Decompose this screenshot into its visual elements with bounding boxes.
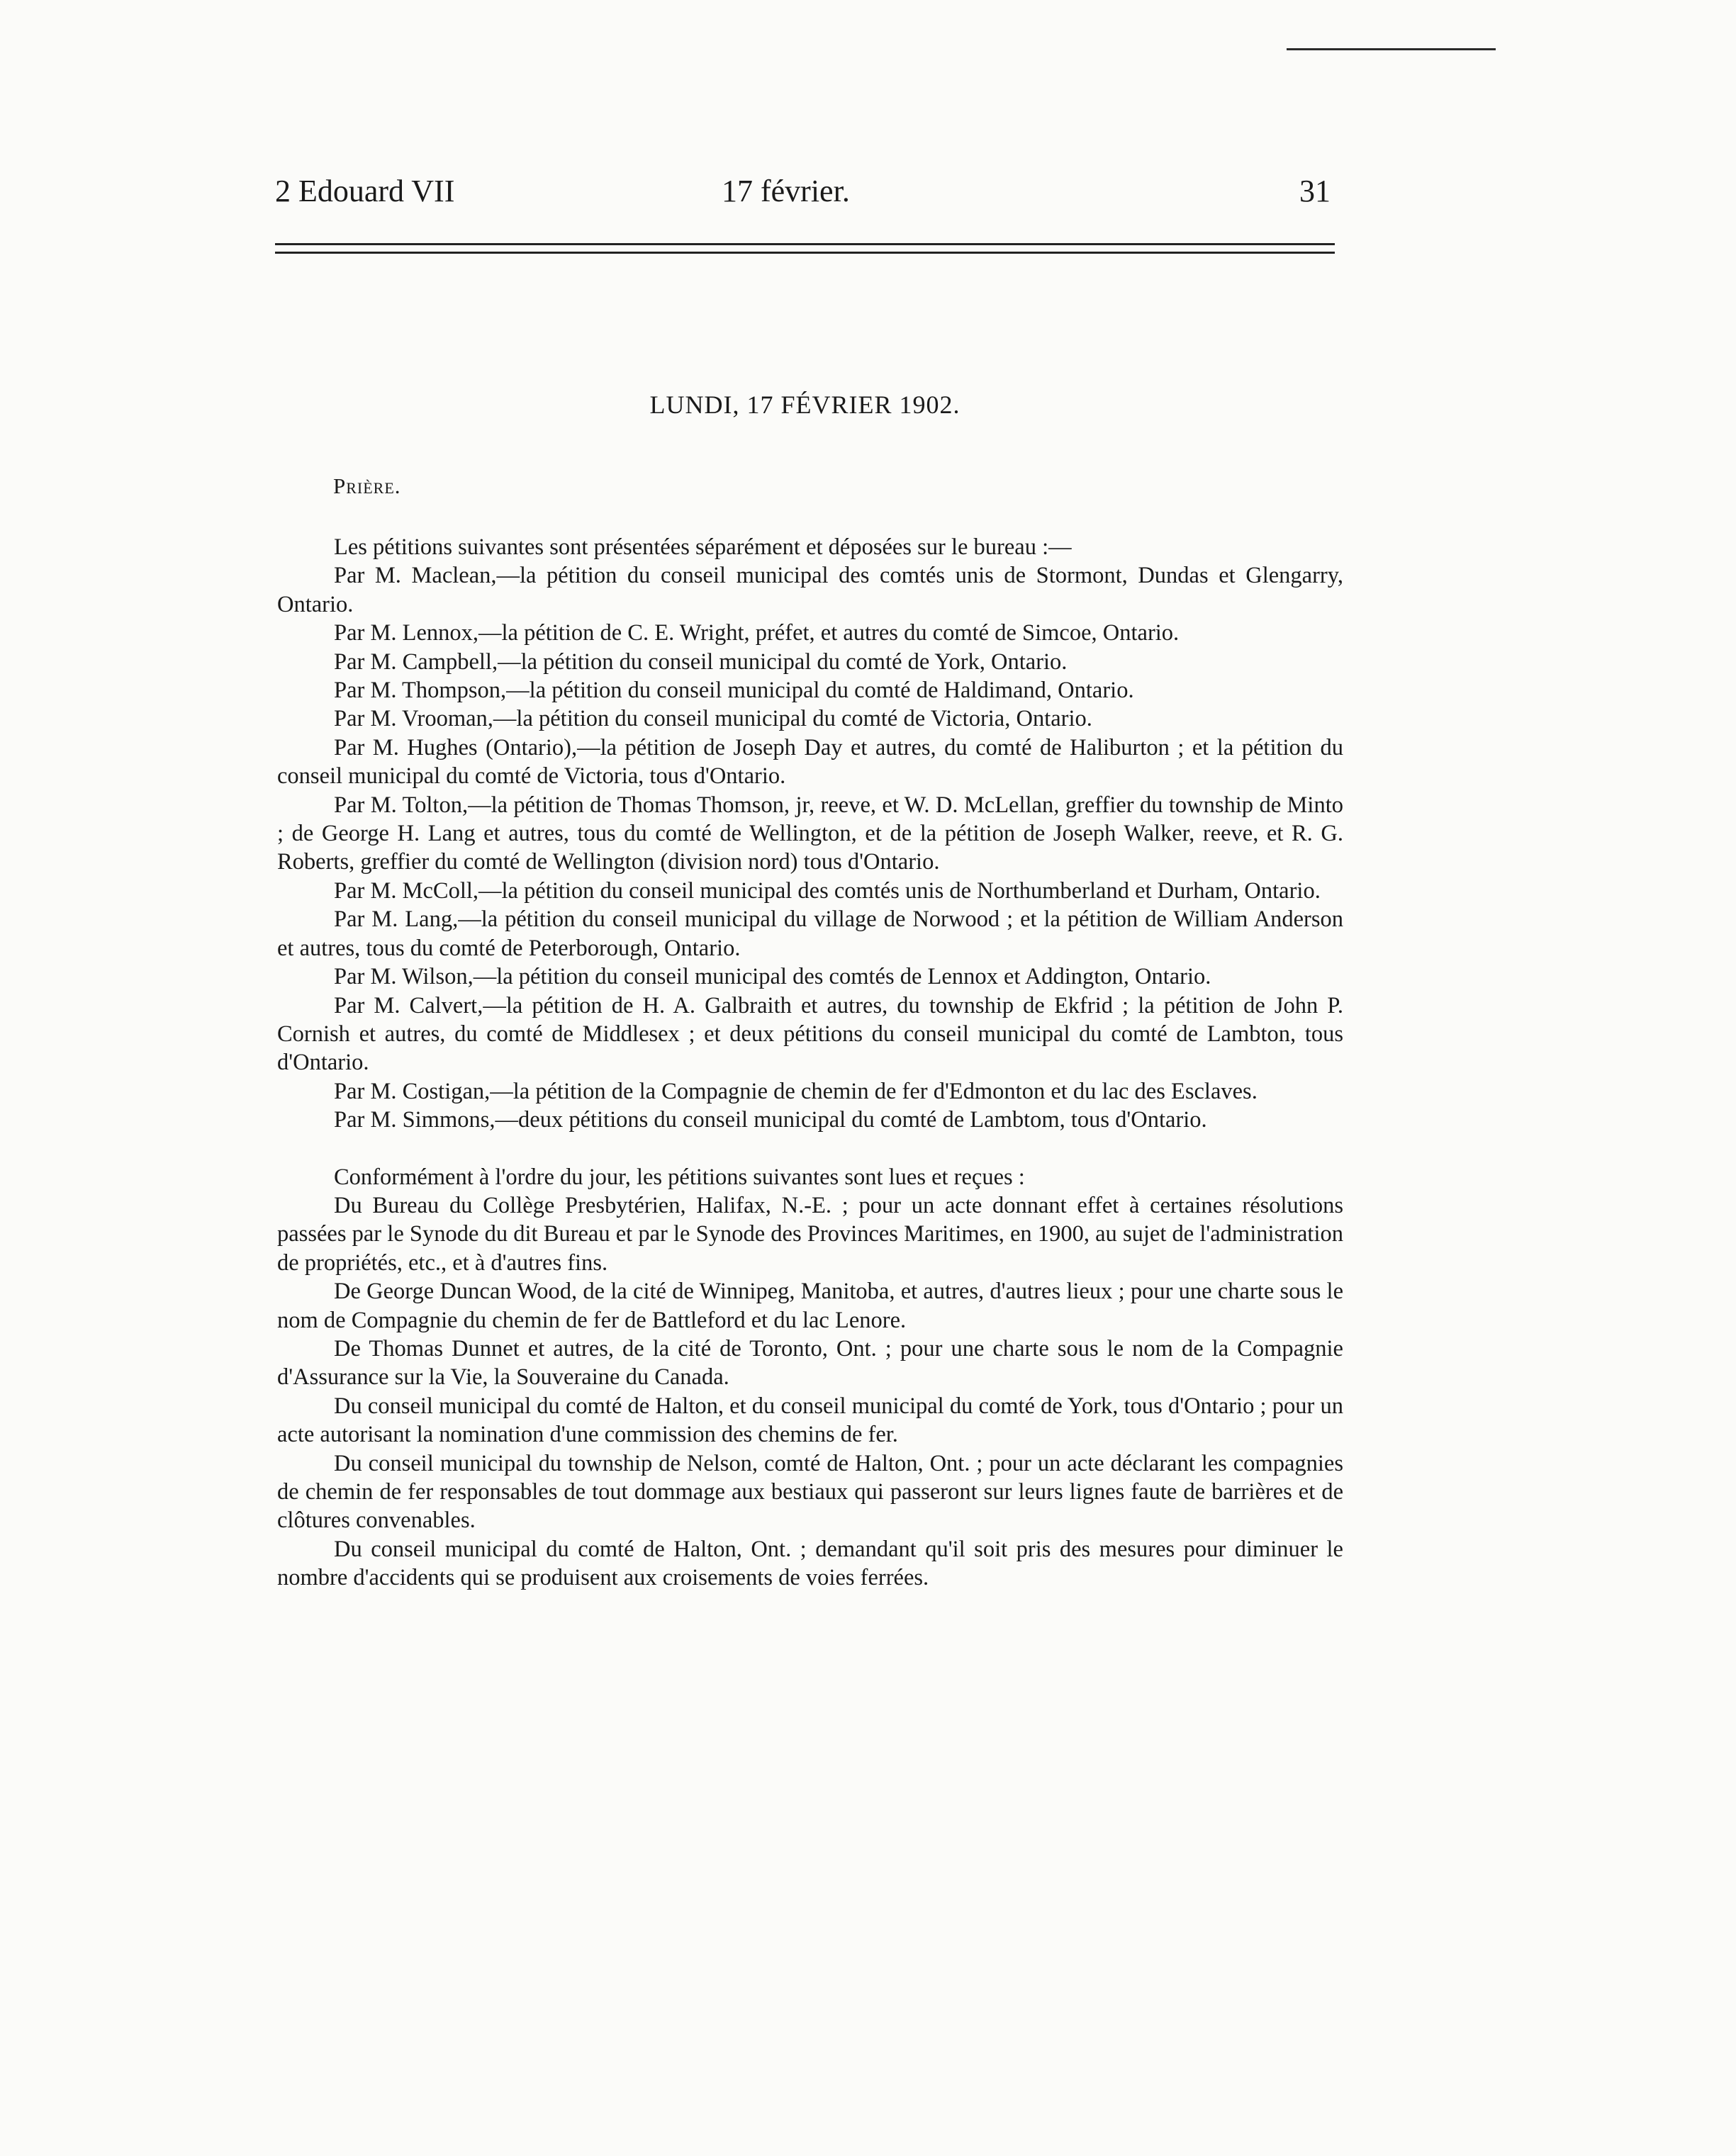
page-number: 31	[1299, 174, 1331, 208]
paragraph: De Thomas Dunnet et autres, de la cité de Toronto, Ont. ; pour une charte sous le nom de la Compagnie d'Assurance sur la Vie, la Souveraine du Canada.	[277, 1335, 1343, 1391]
paragraph: Par M. Calvert,—la pétition de H. A. Galbraith et autres, du township de Ekfrid ; la pétition de John P. Cornish et autres, du comté de Middlesex ; et deux pétitions du conseil municipal du comté de Lambton, tous d'Ontario.	[277, 992, 1343, 1076]
priere-heading: Prière.	[333, 473, 401, 498]
top-rule	[1287, 48, 1496, 50]
paragraph: Du conseil municipal du comté de Halton, et du conseil municipal du comté de York, tous d'Ontario ; pour un acte autorisant la nomination d'une commission des chemins de fer.	[277, 1393, 1343, 1448]
paragraph: Par M. Tolton,—la pétition de Thomas Thomson, jr, reeve, et W. D. McLellan, greffier du township de Minto ; de George H. Lang et autres, tous du comté de Wellington, et de la pétition de Joseph Walker, reeve, et R. G. Roberts, greffier du comté de Wellington (division nord) tous d'Ontario.	[277, 792, 1343, 875]
paragraph: Par M. Lang,—la pétition du conseil municipal du village de Norwood ; et la pétition de William Anderson et autres, tous du comté de Peterborough, Ontario.	[277, 906, 1343, 961]
paragraph: Du conseil municipal du township de Nelson, comté de Halton, Ont. ; pour un acte déclarant les compagnies de chemin de fer responsables de tout dommage aux bestiaux qui passeront sur leurs lignes faute de barrières et de clôtures convenables.	[277, 1450, 1343, 1534]
paragraph: Du Bureau du Collège Presbytérien, Halifax, N.-E. ; pour un acte donnant effet à certaines résolutions passées par le Synode du dit Bureau et par le Synode des Provinces Maritimes, en 1900, au sujet de l'administration de propriétés, etc., et à d'autres fins.	[277, 1192, 1343, 1276]
paragraph: De George Duncan Wood, de la cité de Winnipeg, Manitoba, et autres, d'autres lieux ; pour une charte sous le nom de Compagnie du chemin de fer de Battleford et du lac Lenore.	[277, 1279, 1343, 1333]
paragraph: Par M. Vrooman,—la pétition du conseil municipal du comté de Victoria, Ontario.	[334, 706, 1092, 732]
paragraph: Par M. Wilson,—la pétition du conseil municipal des comtés de Lennox et Addington, Ontario.	[334, 964, 1211, 990]
paragraph: Du conseil municipal du comté de Halton, Ont. ; demandant qu'il soit pris des mesures pour diminuer le nombre d'accidents qui se produisent aux croisements de voies ferrées.	[277, 1536, 1343, 1591]
journal-body	[277, 533, 1343, 1593]
paragraph: Par M. Costigan,—la pétition de la Compagnie de chemin de fer d'Edmonton et du lac des Esclaves.	[334, 1078, 1258, 1104]
paragraph: Par M. McColl,—la pétition du conseil municipal des comtés unis de Northumberland et Durham, Ontario.	[334, 877, 1321, 904]
paragraph: Par M. Simmons,—deux pétitions du conseil municipal du comté de Lambtom, tous d'Ontario.	[334, 1107, 1207, 1133]
header-reign: 2 Edouard VII	[275, 174, 455, 208]
header-double-rule	[275, 243, 1335, 254]
paragraph: Par M. Campbell,—la pétition du conseil municipal du comté de York, Ontario.	[334, 649, 1068, 675]
section-gap	[277, 1135, 1343, 1163]
paragraph: Par M. Thompson,—la pétition du conseil municipal du comté de Haldimand, Ontario.	[334, 678, 1134, 704]
running-header	[275, 170, 1335, 220]
header-date: 17 février.	[722, 174, 850, 208]
paragraph: Les pétitions suivantes sont présentées séparément et déposées sur le bureau :—	[334, 534, 1072, 560]
paragraph: Par M. Lennox,—la pétition de C. E. Wright, préfet, et autres du comté de Simcoe, Ontario.	[334, 620, 1180, 646]
paragraph: Conformément à l'ordre du jour, les pétitions suivantes sont lues et reçues :	[334, 1164, 1025, 1190]
petitions-presented-section	[277, 533, 1343, 1135]
day-title: LUNDI, 17 FÉVRIER 1902.	[649, 391, 961, 419]
paragraph: Par M. Hughes (Ontario),—la pétition de Joseph Day et autres, du comté de Haliburton ; et la pétition du conseil municipal du comté de Victoria, tous d'Ontario.	[277, 734, 1343, 790]
petitions-read-section	[277, 1163, 1343, 1593]
paragraph: Par M. Maclean,—la pétition du conseil municipal des comtés unis de Stormont, Dundas et Glengarry, Ontario.	[277, 563, 1343, 617]
